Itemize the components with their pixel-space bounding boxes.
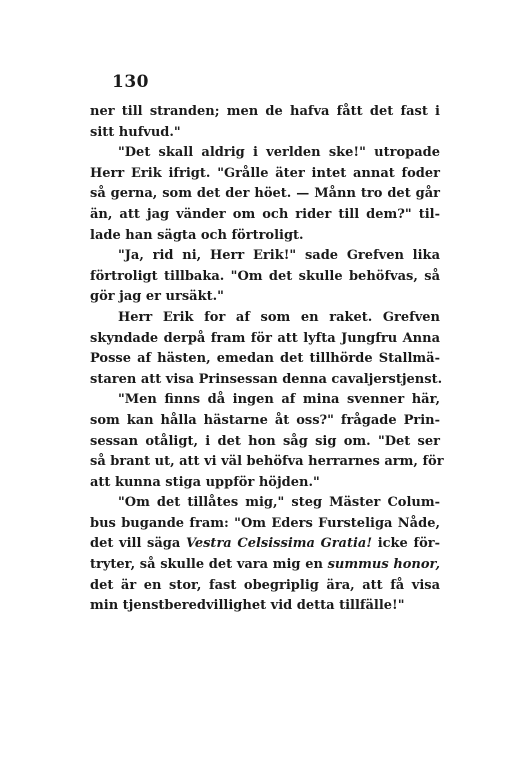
text-line: "Det skall aldrig i verlden ske!" utropade — [118, 145, 440, 161]
text-line: Herr Erik for af som en raket. Grefven — [118, 309, 440, 325]
text-line: lade han sägta och förtroligt. — [90, 227, 304, 243]
text-line: "Om det tillåtes mig," steg Mäster Colum- — [118, 495, 440, 511]
text-line: så gerna, som det der höet. — Månn tro det går — [90, 186, 440, 202]
text-line: skyndade derpå fram för att lyfta Jungfru Anna — [90, 330, 440, 346]
page-number: 130 — [112, 72, 149, 92]
text-line: ner till stranden; men de hafva fått det fast i — [90, 104, 440, 119]
text-line: det är en stor, fast obegriplig ära, att få visa — [90, 577, 440, 593]
text-line: "Men finns då ingen af mina svenner här, — [118, 392, 440, 408]
text-line: Herr Erik ifrigt. "Grålle äter intet annat foder — [90, 165, 440, 181]
text-line: staren att visa Prinsessan denna cavaljerstjenst. — [90, 371, 443, 387]
text-line: tryter, så skulle det vara mig en summus honor, — [90, 557, 440, 573]
text-line: än, att jag vänder om och rider till dem?" til- — [90, 206, 440, 222]
text-line: det vill säga Vestra Celsissima Gratia! icke för- — [90, 536, 440, 552]
text-line: bus bugande fram: "Om Eders Fursteliga Nåde, — [90, 515, 440, 531]
text-line: som kan hålla hästarne åt oss?" frågade Prin- — [90, 412, 440, 428]
text-line: min tjenstberedvillighet vid detta tillfälle!" — [90, 598, 405, 614]
text-line: så brant ut, att vi väl behöfva herrarnes arm, för — [90, 454, 444, 470]
text-line: förtroligt tillbaka. "Om det skulle behöfvas, så — [90, 268, 440, 284]
body-text — [90, 102, 444, 617]
text-line: Posse af hästen, emedan det tillhörde Stallmä- — [90, 351, 440, 367]
latin-phrase: summus honor, — [327, 557, 440, 573]
text-line: gör jag er ursäkt." — [90, 289, 224, 305]
text-line: sitt hufvud." — [90, 124, 181, 140]
text-line: att kunna stiga uppför höjden." — [90, 474, 320, 490]
text-line: "Ja, rid ni, Herr Erik!" sade Grefven lika — [118, 248, 440, 264]
latin-phrase: Vestra Celsissima Gratia! — [185, 536, 373, 552]
text-line: sessan otåligt, i det hon såg sig om. "Det ser — [90, 433, 440, 449]
